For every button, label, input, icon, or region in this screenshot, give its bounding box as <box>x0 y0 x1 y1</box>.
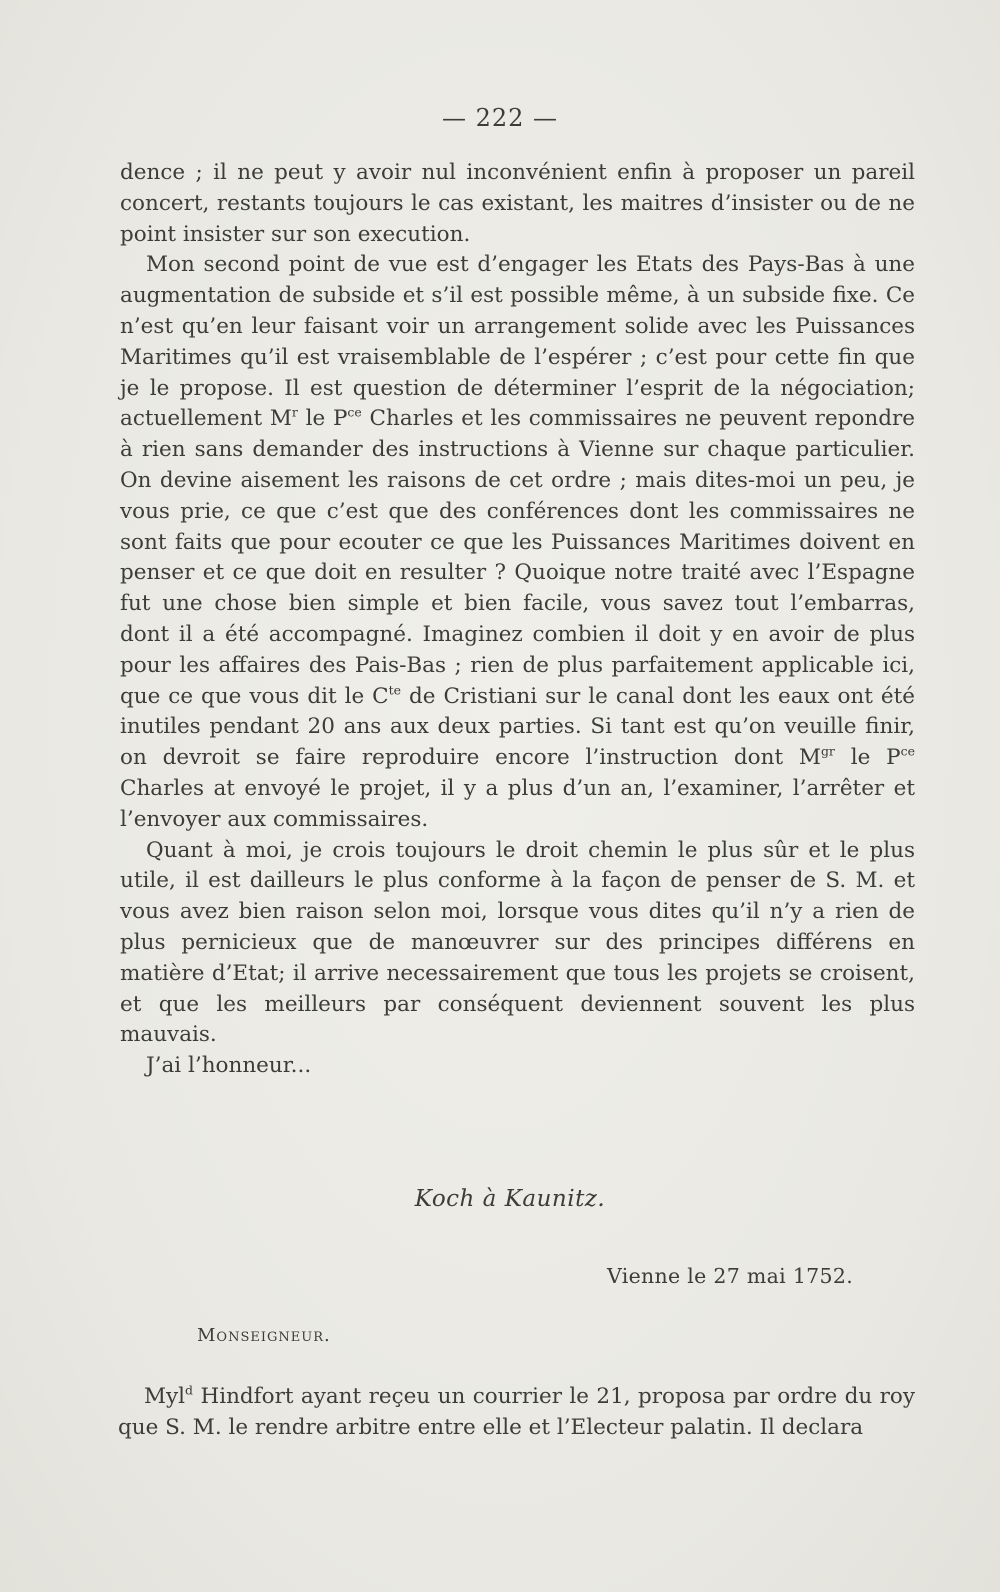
page-number: — 222 — <box>441 104 559 132</box>
paragraph-2-text-c: Charles et les commissaires ne peuvent repondre à rien sans demander des instructions à Vienne sur chaque particulier. On devine aisement les raisons de cet ordre ; mais dites-moi un peu, je vous prie, ce que c’est que des conférences dont les commissaires ne sont faits que pour ecouter ce que les Puissances Maritimes doivent en penser et ce que doit en resulter ? Quoique notre traité avec l’Espagne fut une chose bien simple et bien facile, vous savez tout l’embarras, dont il a été accompagné. Imaginez combien il doit y en avoir de plus pour les affaires des Pais-Bas ; rien de plus parfaitement applicable ici, que ce que vous dit le C <box>120 406 915 709</box>
paragraph-2-text-e: le P <box>834 745 901 771</box>
paragraph-3: Quant à moi, je crois toujours le droit chemin le plus sûr et le plus utile, il est dailleurs le plus conforme à la façon de penser de S. M. et vous avez bien raison selon moi, lorsque vous dites qu’il n’y a rien de plus pernicieux que de manœuvrer sur des principes différens en matière d’Etat; il arrive necessairement que tous les projets se croisent, et que les meilleurs par conséquent deviennent souvent les plus mauvais. <box>120 837 915 1048</box>
paragraph-2-text-f: Charles at envoyé le projet, il y a plus d’un an, l’examiner, l’arrêter et l’envoyer aux commissaires. <box>120 775 915 832</box>
closing-line: J’ai l’honneur... <box>146 1053 312 1079</box>
salutation: Monseigneur. <box>197 1325 331 1346</box>
letter-2-text-a: Myl <box>144 1384 186 1409</box>
abbrev-sup-3: te <box>388 681 401 697</box>
letter-2-abbrev-sup: d <box>185 1382 194 1398</box>
letter-2-text-b: Hindfort ayant reçeu un courrier le 21, proposa par ordre du roy que S. M. le rendre arbitre entre elle et l’Electeur palatin. Il declara <box>118 1384 915 1440</box>
abbrev-sup-1: r <box>291 404 298 420</box>
paragraph-2-text-d: de Cristiani sur le canal dont les eaux ont été inutiles pendant 20 ans aux deux parties. Si tant est qu’on veuille finir, on devroit se faire reproduire encore l’instruction dont M <box>120 683 915 771</box>
letter-2-paragraph <box>118 1382 915 1444</box>
letter-body <box>120 158 915 1082</box>
abbrev-sup-5: ce <box>900 743 915 759</box>
paragraph-2 <box>120 250 915 835</box>
abbrev-sup-2: ce <box>347 404 362 420</box>
paragraph-2-text-a: Mon second point de vue est d’engager les Etats des Pays-Bas à une augmentation de subside et s’il est possible même, à un subside fixe. Ce n’est qu’en leur faisant voir un arrangement solide avec les Puissances Maritimes qu’il est vraisemblable de l’espérer ; c’est pour cette fin que je le propose. Il est question de déterminer l’esprit de la négociation; actuellement M <box>120 252 915 432</box>
abbrev-sup-4: gr <box>820 743 835 759</box>
dateline: Vienne le 27 mai 1752. <box>607 1264 854 1288</box>
letter-heading: Koch à Kaunitz. <box>414 1186 606 1212</box>
paragraph-1: dence ; il ne peut y avoir nul inconvénient enfin à proposer un pareil concert, restants toujours le cas existant, les maitres d’insister ou de ne point insister sur son execution. <box>120 160 915 247</box>
paragraph-2-text-b: le P <box>297 406 348 432</box>
